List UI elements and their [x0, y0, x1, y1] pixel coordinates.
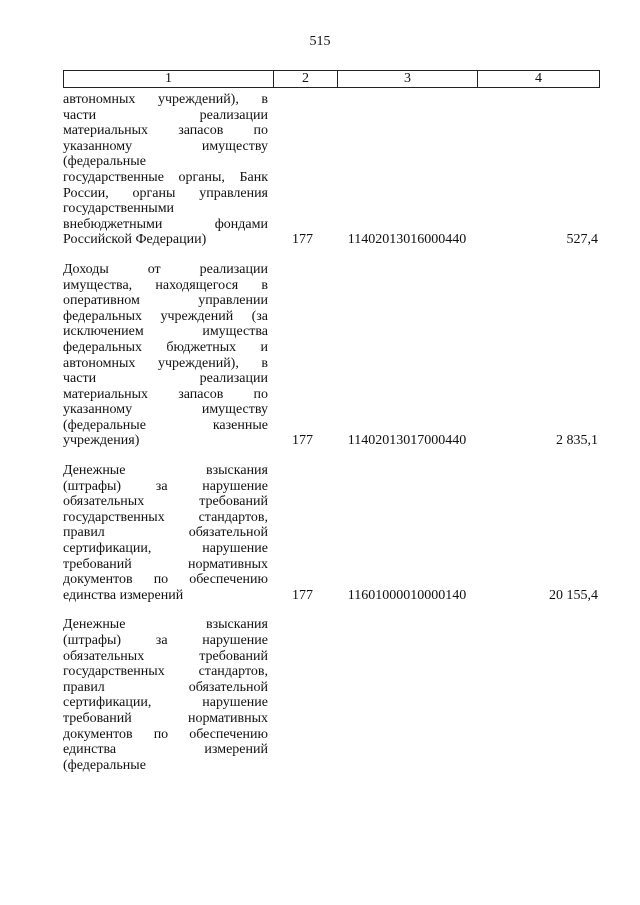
header-col-3: 3 — [338, 71, 478, 87]
description-line: Денежные взыскания — [63, 617, 268, 633]
description-line: документов по обеспечению — [63, 726, 268, 742]
description-line: Денежные взыскания — [63, 463, 268, 479]
table-header — [63, 70, 600, 88]
description-line: документов по обеспечению — [63, 572, 268, 588]
budget-classification-code: 11402013016000440 — [347, 232, 467, 248]
row-description — [63, 463, 268, 603]
description-line: сертификации, нарушение — [63, 541, 268, 557]
description-line: единства измерений — [63, 742, 268, 758]
table-body — [63, 92, 600, 773]
description-line: правил обязательной — [63, 525, 268, 541]
header-col-2: 2 — [274, 71, 338, 87]
description-line: государственными — [63, 201, 175, 217]
description-line: указанному имуществу — [63, 138, 268, 154]
table-row — [63, 262, 600, 449]
description-line: части реализации — [63, 371, 268, 387]
table-row — [63, 617, 600, 773]
page-number: 515 — [309, 34, 331, 49]
description-line: исключением имущества — [63, 324, 268, 340]
amount: 20 155,4 — [549, 587, 598, 603]
description-line: материальных запасов по — [63, 386, 268, 402]
description-line: материальных запасов по — [63, 123, 268, 139]
description-line: части реализации — [63, 107, 268, 123]
description-line: обязательных требований — [63, 494, 268, 510]
description-line: сертификации, нарушение — [63, 695, 268, 711]
description-line: автономных учреждений), в — [63, 355, 268, 371]
description-line: внебюджетными фондами — [63, 216, 268, 232]
description-line: федеральных бюджетных и — [63, 339, 268, 355]
description-line: учреждения) — [63, 433, 140, 449]
description-line: (федеральные казенные — [63, 417, 268, 433]
description-line: России, органы управления — [63, 185, 268, 201]
budget-classification-code: 11601000010000140 — [347, 587, 467, 603]
header-col-4: 4 — [535, 71, 542, 86]
description-line: государственных стандартов, — [63, 664, 268, 680]
description-line: оперативном управлении — [63, 293, 268, 309]
header-col-1: 1 — [64, 71, 274, 87]
description-line: государственных стандартов, — [63, 509, 268, 525]
description-line: (федеральные — [63, 154, 146, 170]
admin-code: 177 — [292, 232, 313, 248]
description-line: обязательных требований — [63, 648, 268, 664]
row-description — [63, 262, 268, 449]
amount: 2 835,1 — [556, 433, 598, 449]
description-line: (штрафы) за нарушение — [63, 633, 268, 648]
admin-code: 177 — [292, 433, 313, 449]
table-row — [63, 92, 600, 248]
amount: 527,4 — [566, 232, 598, 248]
description-line: требований нормативных — [63, 710, 268, 726]
description-line: Доходы от реализации — [63, 261, 268, 277]
description-line: федеральных учреждений (за — [63, 308, 268, 324]
description-line: единства измерений — [63, 587, 184, 603]
budget-classification-code: 11402013017000440 — [347, 433, 467, 449]
description-line: (федеральные — [63, 757, 146, 773]
description-line: автономных учреждений), в — [63, 92, 268, 107]
description-line: Российской Федерации) — [63, 232, 207, 248]
description-line: имущества, находящегося в — [63, 277, 268, 293]
description-line: государственные органы, Банк — [63, 169, 268, 185]
admin-code: 177 — [292, 587, 313, 603]
description-line: требований нормативных — [63, 556, 268, 572]
description-line: (штрафы) за нарушение — [63, 478, 268, 494]
description-line: указанному имуществу — [63, 402, 268, 418]
table-row — [63, 463, 600, 603]
row-description — [63, 92, 268, 248]
row-description — [63, 617, 268, 773]
description-line: правил обязательной — [63, 679, 268, 695]
